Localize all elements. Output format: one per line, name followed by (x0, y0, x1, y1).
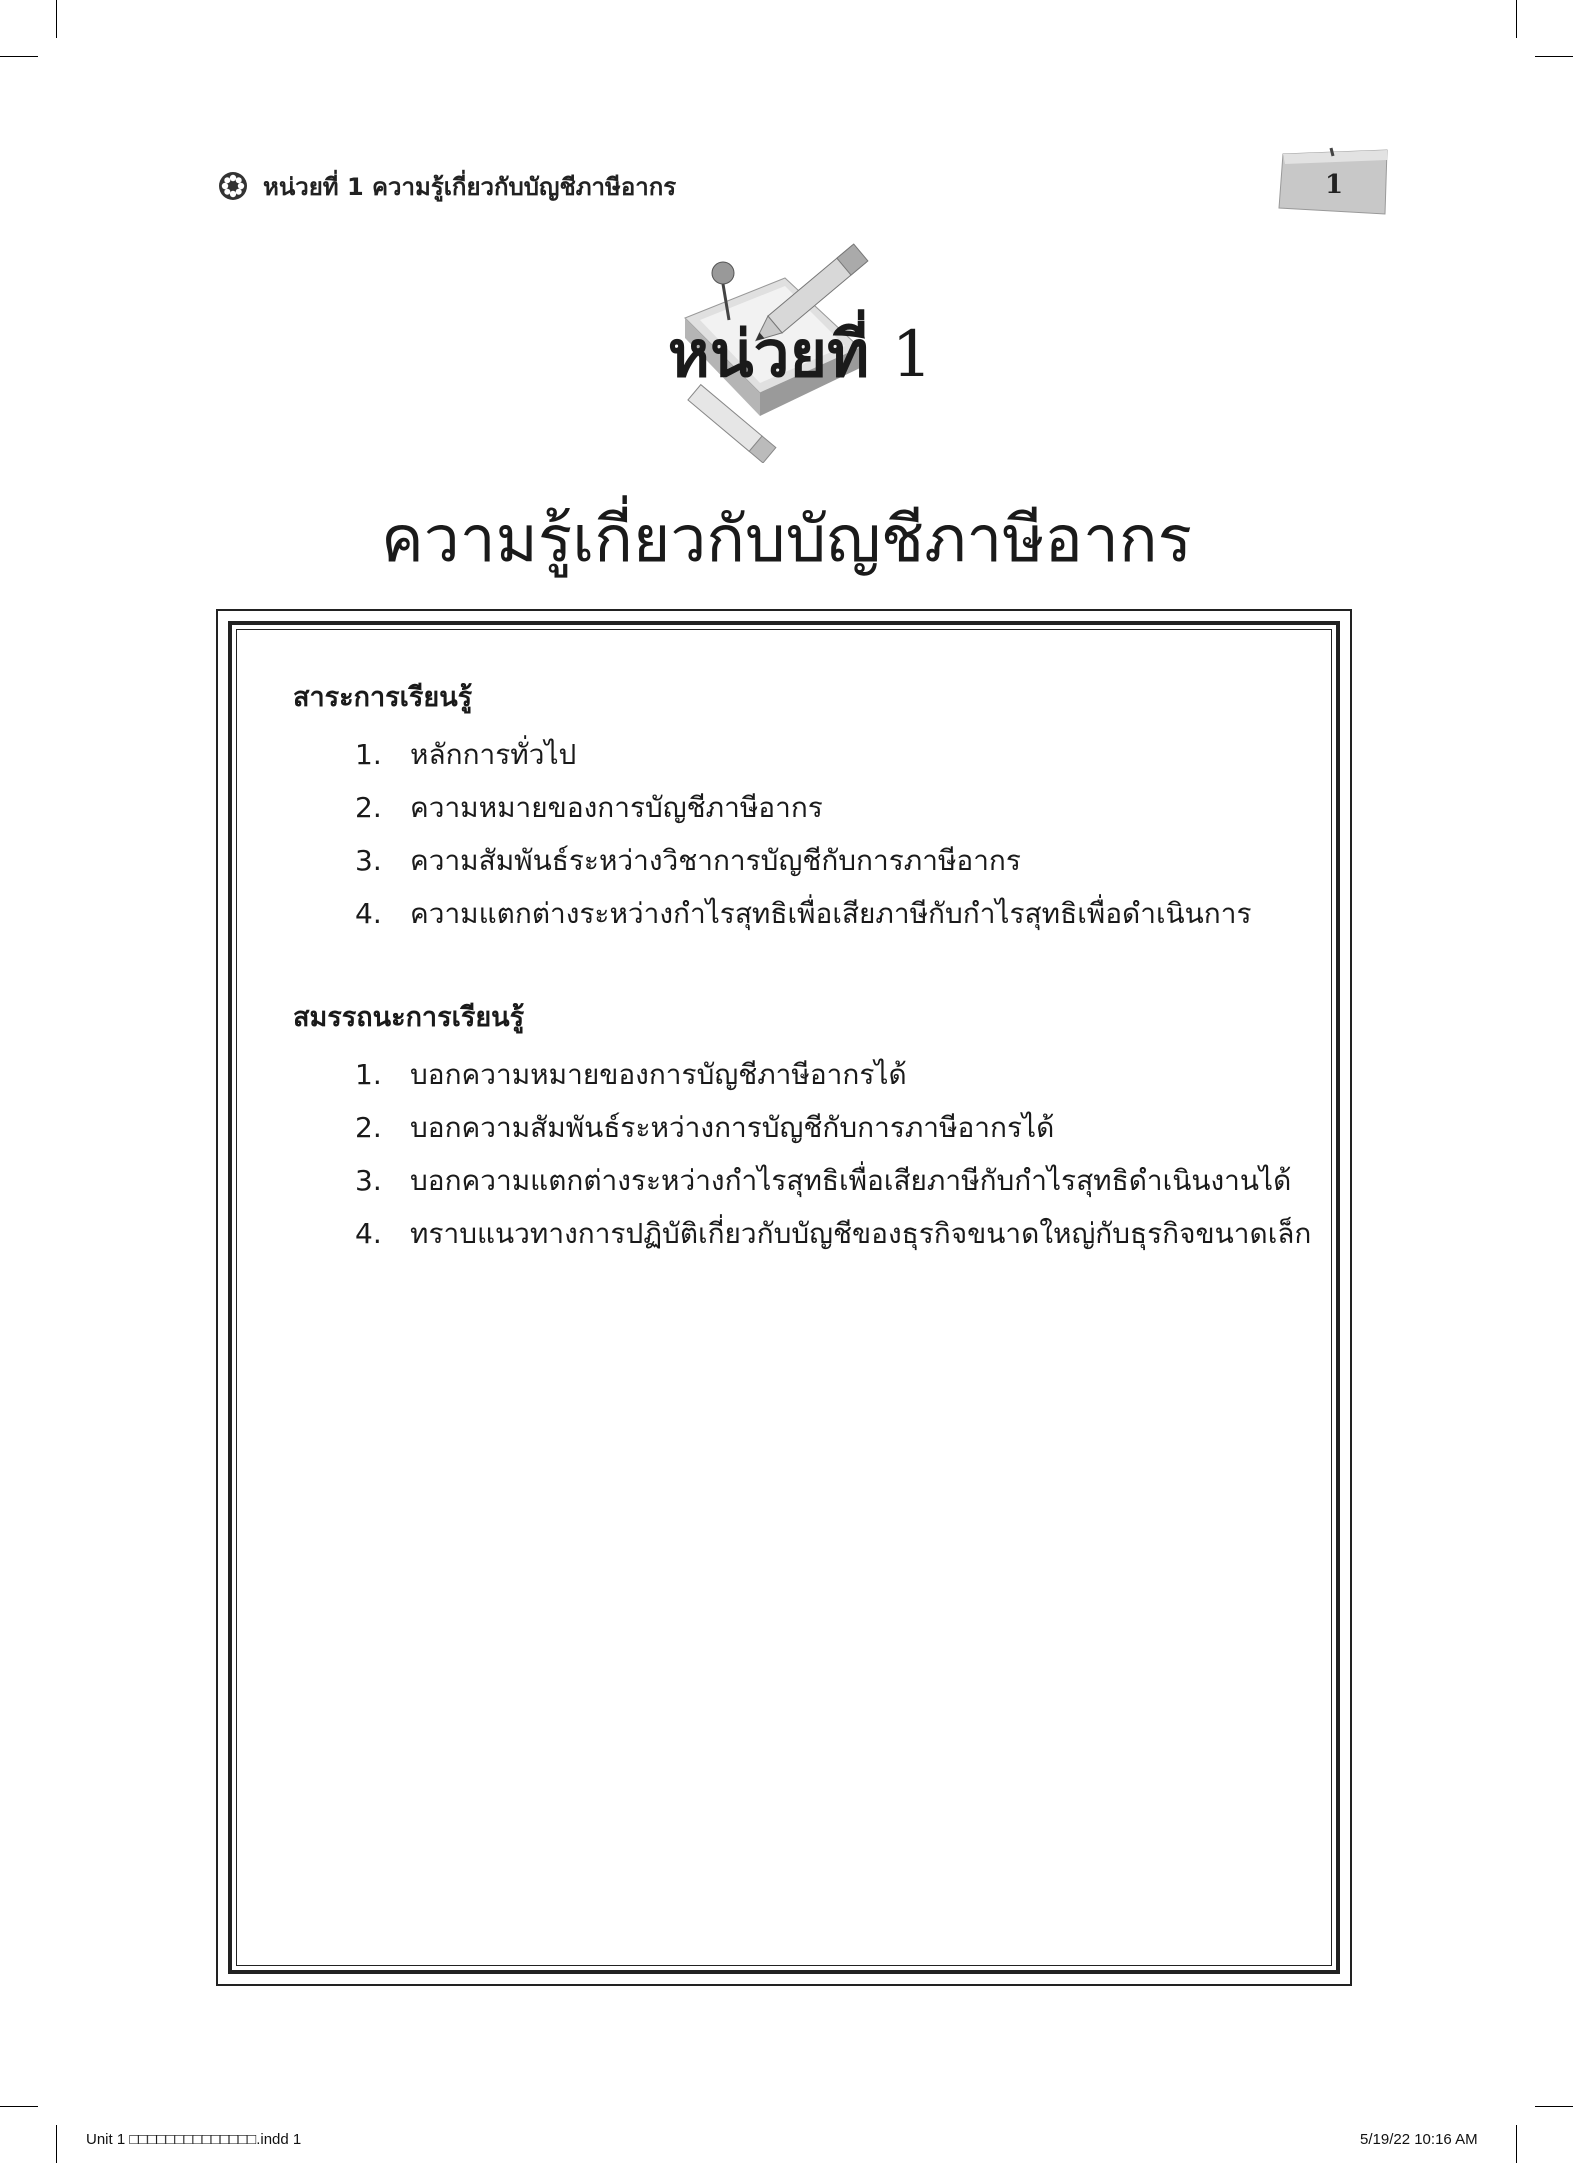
section-heading: สาระการเรียนรู้ (293, 682, 473, 713)
crop-mark (0, 56, 38, 57)
list-text: ความหมายของการบัญชีภาษีอากร (410, 791, 823, 824)
crop-mark (56, 2125, 57, 2163)
list-text: ความสัมพันธ์ระหว่างวิชาการบัญชีกับการภาษีอากร (410, 844, 1021, 877)
competencies-list (293, 1048, 1311, 1260)
unit-number: 1 (891, 318, 933, 392)
list-text: บอกความสัมพันธ์ระหว่างการบัญชีกับการภาษีอากรได้ (410, 1111, 1055, 1144)
list-item (293, 1048, 1311, 1101)
list-item (293, 781, 1252, 834)
list-item (293, 887, 1252, 940)
footer-file-slug: Unit 1 □□□□□□□□□□□□□□.indd 1 (86, 2131, 302, 2148)
list-number: 4. (355, 1217, 382, 1250)
crop-mark (1535, 2106, 1573, 2107)
competencies-section (293, 996, 1311, 1260)
crop-mark (1516, 2125, 1517, 2163)
page-number-tab (1275, 146, 1393, 218)
list-number: 3. (355, 1164, 382, 1197)
running-head-text: หน่วยที่ 1 ความรู้เกี่ยวกับบัญชีภาษีอากร (263, 172, 677, 201)
crop-mark (0, 2106, 38, 2107)
unit-label: หน่วยที่ (667, 317, 870, 392)
list-item (293, 728, 1252, 781)
list-item (293, 834, 1252, 887)
list-number: 1. (355, 738, 382, 771)
list-number: 2. (355, 1111, 382, 1144)
list-number: 4. (355, 897, 382, 930)
crop-mark (1516, 0, 1517, 38)
flower-bullet-icon (217, 170, 249, 202)
unit-heading (520, 310, 1080, 400)
list-text: บอกความแตกต่างระหว่างกำไรสุทธิเพื่อเสียภาษีกับกำไรสุทธิดำเนินงานได้ (410, 1164, 1292, 1197)
list-text: บอกความหมายของการบัญชีภาษีอากรได้ (410, 1058, 907, 1091)
page-title: ความรู้เกี่ยวกับบัญชีภาษีอากร (380, 503, 1193, 577)
list-text: ทราบแนวทางการปฏิบัติเกี่ยวกับบัญชีของธุรกิจขนาดใหญ่กับธุรกิจขนาดเล็ก (410, 1217, 1312, 1250)
learning-content-section (293, 676, 1252, 940)
list-item (293, 1101, 1311, 1154)
running-head (217, 166, 676, 206)
list-item (293, 1207, 1311, 1260)
list-number: 3. (355, 844, 382, 877)
list-number: 1. (355, 1058, 382, 1091)
section-heading: สมรรถนะการเรียนรู้ (293, 1002, 525, 1033)
list-number: 2. (355, 791, 382, 824)
page-number: 1 (1324, 170, 1344, 200)
crop-mark (56, 0, 57, 38)
footer-timestamp: 5/19/22 10:16 AM (1360, 2131, 1478, 2148)
list-text: หลักการทั่วไป (410, 738, 577, 771)
crop-mark (1535, 56, 1573, 57)
list-item (293, 1154, 1311, 1207)
learning-content-list (293, 728, 1252, 940)
list-text: ความแตกต่างระหว่างกำไรสุทธิเพื่อเสียภาษีกับกำไรสุทธิเพื่อดำเนินการ (410, 897, 1252, 930)
